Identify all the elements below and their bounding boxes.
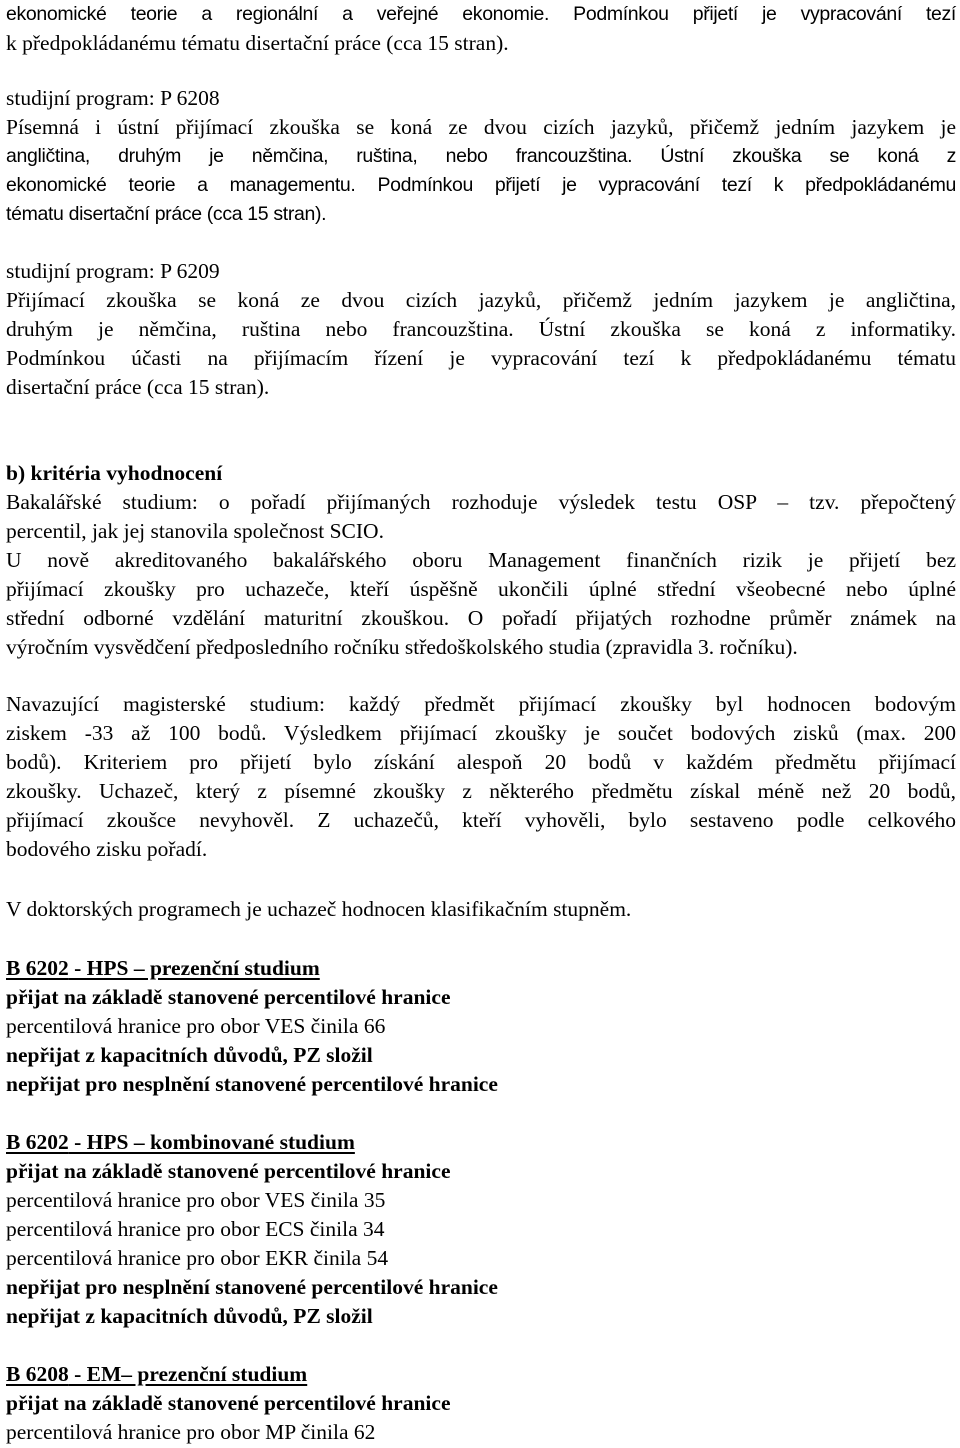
- text-line: percentil, jak jej stanovila společnost SCIO.: [6, 519, 384, 543]
- result-line: přijat na základě stanovené percentilové hranice: [6, 1391, 451, 1415]
- percentile-line: percentilová hranice pro obor MP činila 62: [6, 1420, 376, 1444]
- text-line: k předpokládanému tématu disertační práce (cca 15 stran).: [6, 31, 509, 55]
- program-heading: [6, 84, 220, 113]
- result-line: přijat na základě stanovené percentilové hranice: [6, 985, 451, 1009]
- text-line: Bakalářské studium: o pořadí přijímaných rozhoduje výsledek testu OSP – tzv. přepočtený: [6, 490, 956, 514]
- percentile-line: percentilová hranice pro obor VES činila 35: [6, 1188, 386, 1212]
- program-title: - HPS – kombinované studium: [68, 1130, 355, 1154]
- percentile-line: percentilová hranice pro obor VES činila 66: [6, 1014, 386, 1038]
- program-heading: [6, 257, 220, 286]
- result-line: nepřijat pro nesplnění stanovené percentilové hranice: [6, 1072, 498, 1096]
- result-line: nepřijat z kapacitních důvodů, PZ složil: [6, 1304, 373, 1328]
- text-line: střední odborné vzdělání maturitní zkouškou. O pořadí přijatých rozhodne průměr známek na: [6, 606, 956, 630]
- program-code: B 6202: [6, 956, 69, 980]
- text-line: U nově akreditovaného bakalářského oboru Management finančních rizik je přijetí bez: [6, 548, 956, 572]
- text-line: Písemná i ústní přijímací zkouška se koná ze dvou cizích jazyků, přičemž jedním jazykem je: [6, 115, 956, 139]
- program-label: studijní program:: [6, 86, 161, 110]
- text-line: ziskem -33 až 100 bodů. Výsledkem přijímací zkoušky je součet bodových zisků (max. 200: [6, 721, 956, 745]
- text-line: přijímací zkoušky pro uchazeče, kteří úspěšně ukončili úplné střední všeobecné nebo úplné: [6, 577, 956, 601]
- section-heading: b) kritéria vyhodnocení: [6, 461, 223, 485]
- percentile-line: percentilová hranice pro obor ECS činila 34: [6, 1217, 385, 1241]
- text-line: zkoušky. Uchazeč, který z písemné zkoušky z některého předmětu získal méně než 20 bodů,: [6, 779, 956, 803]
- result-line: nepřijat pro nesplnění stanovené percentilové hranice: [6, 1275, 498, 1299]
- program-result-heading: [6, 1128, 355, 1157]
- text-line: druhým je němčina, ruština nebo francouzština. Ústní zkouška se koná z informatiky.: [6, 317, 956, 341]
- program-code: B 6202: [6, 1130, 69, 1154]
- text-line: ekonomické teorie a managementu. Podmínkou přijetí je vypracování tezí k předpokládanému: [6, 174, 956, 196]
- program-result-heading: [6, 954, 320, 983]
- text-line: angličtina, druhým je němčina, ruština, nebo francouzština. Ústní zkouška se koná z: [6, 145, 956, 167]
- result-line: přijat na základě stanovené percentilové hranice: [6, 1159, 451, 1183]
- text-line: Přijímací zkouška se koná ze dvou cizích jazyků, přičemž jedním jazykem je angličtina,: [6, 288, 956, 312]
- text-line: disertační práce (cca 15 stran).: [6, 375, 270, 399]
- program-code: P 6208: [160, 86, 220, 110]
- program-title: - HPS – prezenční studium: [68, 956, 320, 980]
- text-line: bodů). Kriteriem pro přijetí bylo získání alespoň 20 bodů v každém předmětu přijímací: [6, 750, 956, 774]
- percentile-line: percentilová hranice pro obor EKR činila 54: [6, 1246, 389, 1270]
- program-title: - EM– prezenční studium: [68, 1362, 308, 1386]
- text-line: přijímací zkoušce nevyhověl. Z uchazečů, kteří vyhověli, bylo sestaveno podle celkového: [6, 808, 956, 832]
- program-code: B 6208: [6, 1362, 69, 1386]
- text-line: bodového zisku pořadí.: [6, 837, 208, 861]
- text-line: Podmínkou účasti na přijímacím řízení je vypracování tezí k předpokládanému tématu: [6, 346, 956, 370]
- program-label: studijní program:: [6, 259, 161, 283]
- text-line: tématu disertační práce (cca 15 stran).: [6, 203, 327, 225]
- text-line: výročním vysvědčení předposledního ročníku středoškolského studia (zpravidla 3. ročníku).: [6, 635, 798, 659]
- program-result-heading: [6, 1360, 307, 1389]
- text-line: V doktorských programech je uchazeč hodnocen klasifikačním stupněm.: [6, 897, 632, 921]
- text-line: Navazující magisterské studium: každý předmět přijímací zkoušky byl hodnocen bodovým: [6, 692, 956, 716]
- text-line: ekonomické teorie a regionální a veřejné ekonomie. Podmínkou přijetí je vypracování tezí: [6, 3, 956, 25]
- program-code: P 6209: [160, 259, 220, 283]
- result-line: nepřijat z kapacitních důvodů, PZ složil: [6, 1043, 373, 1067]
